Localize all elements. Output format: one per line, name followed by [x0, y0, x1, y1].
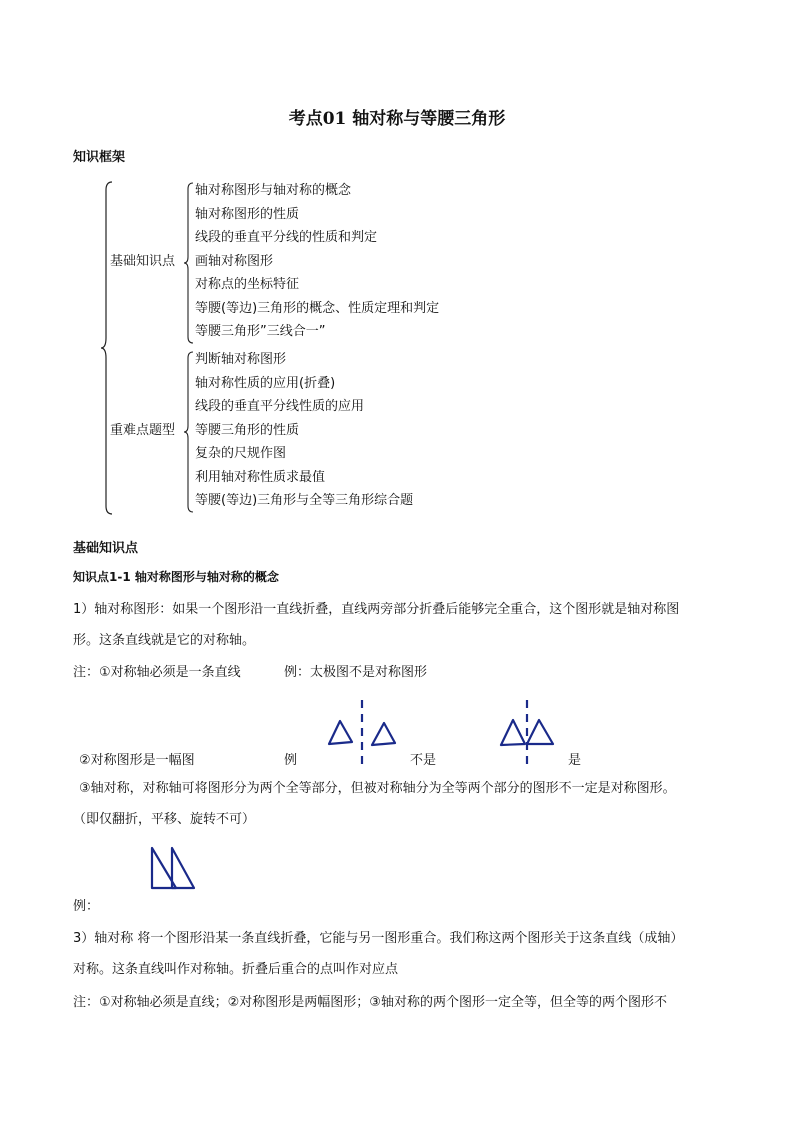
list-item: 等腰三角形的性质: [195, 422, 300, 438]
joined-triangles-figure: [496, 698, 562, 768]
paragraph-1-line-2: 形。这条直线就是它的对称轴。: [73, 633, 256, 648]
outer-brace: [100, 180, 114, 516]
list-item: 画轴对称图形: [195, 253, 274, 269]
framework-heading: 知识框架: [73, 150, 126, 165]
group-label-key-problems: 重难点题型: [110, 423, 176, 438]
note-2-not: 不是: [410, 753, 437, 768]
list-item: 判断轴对称图形: [195, 352, 287, 367]
note-1: 注：①对称轴必须是一条直线: [73, 665, 241, 680]
list-item: 等腰(等边)三角形的概念、性质定理和判定: [195, 300, 440, 316]
note-2: ②对称图形是一幅图: [79, 753, 195, 768]
list-item: 利用轴对称性质求最值: [195, 469, 326, 485]
page-title: 考点01 轴对称与等腰三角形: [288, 109, 506, 129]
list-item: 等腰(等边)三角形与全等三角形综合题: [195, 493, 414, 508]
note-3-line-2: （即仅翻折，平移、旋转不可）: [73, 812, 256, 827]
basics-heading: 基础知识点: [73, 541, 139, 556]
paragraph-3-line-1: 3）轴对称 将一个图形沿某一条直线折叠，它能与另一图形重合。我们称这两个图形关于这条直线（成轴）: [73, 931, 684, 946]
note-2-is: 是: [568, 753, 582, 768]
list-item: 线段的垂直平分线的性质和判定: [195, 230, 378, 245]
translated-triangles-figure: [146, 842, 202, 894]
paragraph-1-line-1: 1）轴对称图形：如果一个图形沿一直线折叠，直线两旁部分折叠后能够完全重合，这个图形就是轴对称图: [73, 602, 680, 617]
note-4: 注：①对称轴必须是直线；②对称图形是两幅图形；③轴对称的两个图形一定全等，但全等的两个图形不: [73, 995, 667, 1010]
list-item: 等腰三角形”三线合一”: [195, 324, 326, 339]
list-item: 轴对称图形的性质: [195, 206, 300, 222]
note-1-example: 例：太极图不是对称图形: [284, 665, 428, 680]
list-item: 线段的垂直平分线性质的应用: [195, 399, 365, 414]
note-2-example: 例: [284, 753, 298, 768]
basics-subheading: 知识点1-1 轴对称图形与轴对称的概念: [73, 570, 279, 584]
group-brace-basics: [184, 182, 194, 344]
list-item: 轴对称图形与轴对称的概念: [195, 183, 352, 198]
two-triangles-figure: [322, 698, 402, 768]
list-item: 复杂的尺规作图: [195, 446, 287, 461]
list-item: 轴对称性质的应用(折叠): [195, 375, 336, 391]
list-item: 对称点的坐标特征: [195, 277, 300, 292]
note-3-line-1: ③轴对称，对称轴可将图形分为两个全等部分，但被对称轴分为全等两个部分的图形不一定是对称图形。: [79, 781, 676, 796]
group-brace-key-problems: [184, 351, 194, 513]
group-label-basics: 基础知识点: [110, 254, 176, 269]
example-label: 例：: [73, 899, 100, 914]
paragraph-3-line-2: 对称。这条直线叫作对称轴。折叠后重合的点叫作对应点: [73, 962, 399, 977]
